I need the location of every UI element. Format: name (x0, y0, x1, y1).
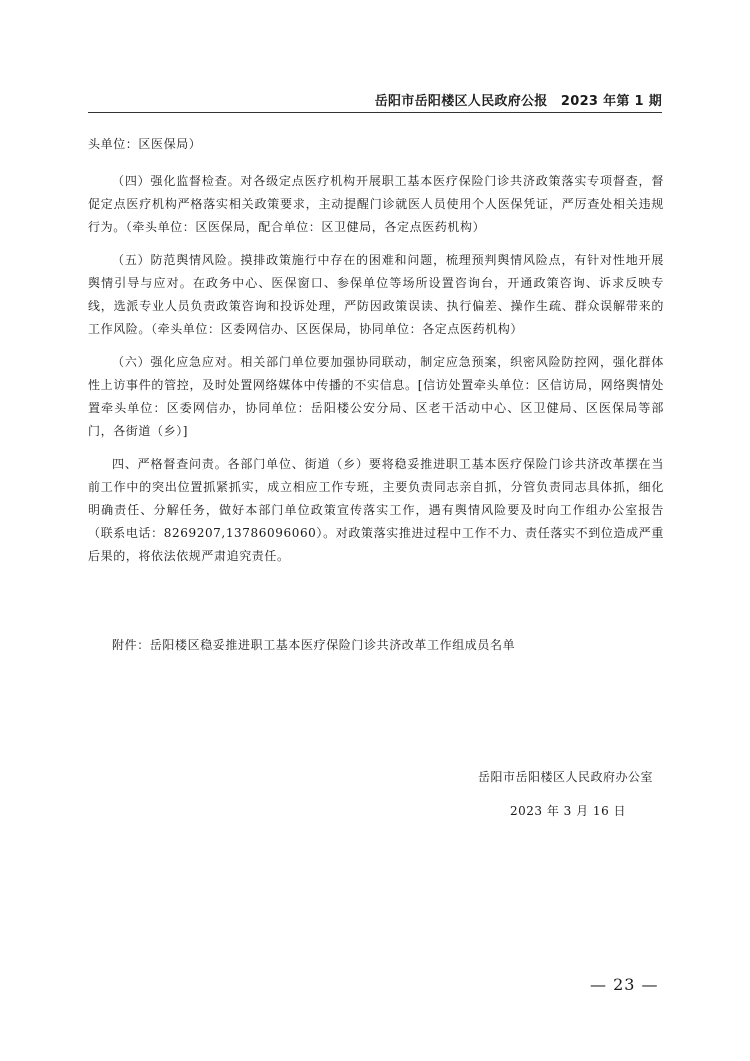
paragraph-accountability: 四、严格督查问责。各部门单位、街道（乡）要将稳妥推进职工基本医疗保险门诊共济改革摆在当前工作中的突出位置抓紧抓实，成立相应工作专班，主要负责同志亲自抓，分管负责同志具体抓，细化明确责任、分解任务，做好本部门单位政策宣传落实工作，遇有舆情风险要及时向工作组办公室报告（联系电话：8269207,13786096060）。对政策落实推进过程中工作不力、责任落实不到位造成严重后果的，将依法依规严肃追究责任。 (88, 457, 664, 563)
attachment-note: 附件：岳阳楼区稳妥推进职工基本医疗保险门诊共济改革工作组成员名单 (112, 638, 516, 652)
header-title: 岳阳市岳阳楼区人民政府公报 2023 年第 1 期 (374, 94, 662, 109)
signature-date: 2023 年 3 月 16 日 (510, 804, 627, 818)
paragraph-continuation: 头单位：区医保局） (88, 137, 202, 151)
paragraph-public-opinion: （五）防范舆情风险。摸排政策施行中存在的困难和问题，梳理预判舆情风险点，有针对性地开展舆情引导与应对。在政务中心、医保窗口、参保单位等场所设置咨询台，开通政策咨询、诉求反映专线，选派专业人员负责政策咨询和投诉处理，严防因政策误读、执行偏差、操作生疏、群众误解带来的工作风险。（牵头单位：区委网信办、区医保局，协同单位：各定点医药机构） (88, 253, 664, 336)
paragraph-supervision: （四）强化监督检查。对各级定点医疗机构开展职工基本医疗保险门诊共济政策落实专项督查，督促定点医疗机构严格落实相关政策要求，主动提醒门诊就医人员使用个人医保凭证，严厉查处相关违规行为。（牵头单位：区医保局，配合单位：区卫健局，各定点医药机构） (88, 174, 664, 234)
page-number: — 23 — (590, 975, 659, 994)
paragraph-emergency-response: （六）强化应急应对。相关部门单位要加强协同联动，制定应急预案，织密风险防控网，强化群体性上访事件的管控，及时处置网络媒体中传播的不实信息。[信访处置牵头单位：区信访局，网络舆情处置牵头单位：区委网信办，协同单位：岳阳楼公安分局、区老干活动中心、区卫健局、区医保局等部门，各街道（乡）] (88, 355, 664, 438)
document-body (88, 133, 664, 578)
signature-org: 岳阳市岳阳楼区人民政府办公室 (477, 770, 653, 784)
page-header (88, 90, 662, 113)
